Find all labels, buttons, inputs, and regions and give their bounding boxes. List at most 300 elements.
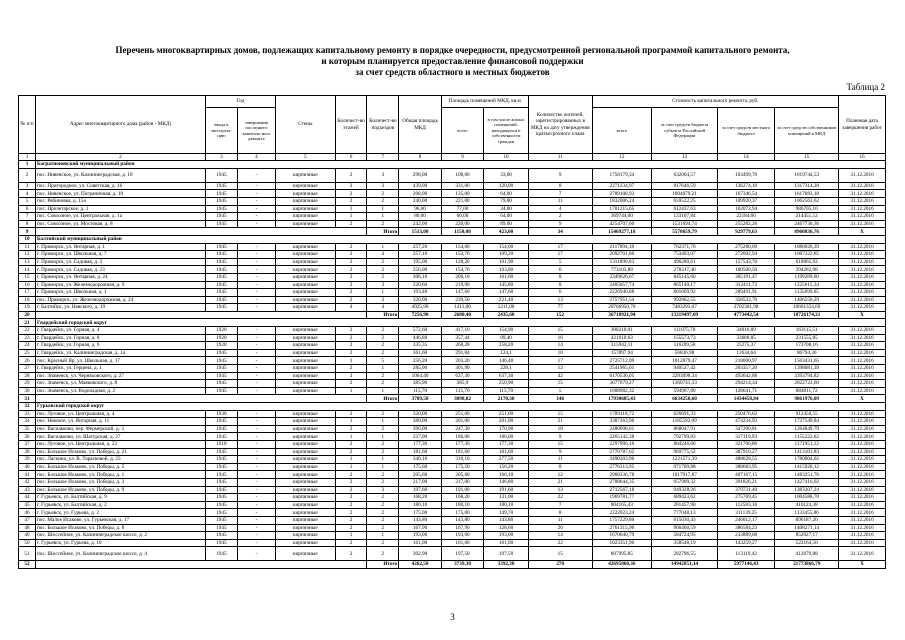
- area-private: 34,00: [484, 205, 529, 213]
- cost-total: 2271234,97: [592, 182, 651, 190]
- cost-owners: 231555,85: [775, 334, 839, 342]
- cost-fund: 278317,40: [652, 266, 718, 274]
- year-built: 1945: [205, 205, 237, 213]
- walls: кирпичные: [276, 251, 335, 259]
- floors: 1: [335, 387, 367, 395]
- year-built: 1945: [205, 547, 237, 561]
- walls: кирпичные: [276, 342, 335, 350]
- year-repair: -: [237, 539, 275, 547]
- row-number: 43: [19, 486, 36, 494]
- area-private: 177,30: [484, 440, 529, 448]
- residents: 15: [528, 380, 592, 388]
- residents: 9: [528, 448, 592, 456]
- year-repair: -: [237, 532, 275, 540]
- address: пос. Знаменск, ул. Водопадная, д. 2: [35, 387, 205, 395]
- residents: 12: [528, 365, 592, 373]
- year-built: 1945: [205, 418, 237, 426]
- table-row: [19, 296, 886, 304]
- row-number: 21: [19, 319, 36, 327]
- cost-fund: 615030,43: [652, 516, 718, 524]
- cost-total: 15469277,18: [592, 228, 651, 236]
- cost-total: 1701215,65: [592, 205, 651, 213]
- section-row: [19, 403, 886, 411]
- entrances: 4: [367, 251, 399, 259]
- cost-total: 1608982,32: [592, 387, 651, 395]
- total-area: 3789,50: [399, 395, 441, 403]
- year-repair: -: [237, 463, 275, 471]
- cost-owners: 1133455,86: [775, 509, 839, 517]
- cost-fund: 753403,07: [652, 251, 718, 259]
- cost-fund: 1185592,09: [652, 418, 718, 426]
- row-number: 52: [19, 561, 36, 569]
- year-built: 1945: [205, 197, 237, 205]
- table-row: [19, 501, 886, 509]
- year-repair: -: [237, 456, 275, 464]
- walls: кирпичные: [276, 433, 335, 441]
- deadline: 31.12.2016: [839, 501, 886, 509]
- cost-local: 929779,63: [717, 228, 774, 236]
- cost-local: 128641,71: [717, 387, 774, 395]
- year-built: 1945: [205, 213, 237, 221]
- table-row: [19, 387, 886, 395]
- entrances: 2: [367, 501, 399, 509]
- entrances: 3: [367, 296, 399, 304]
- cost-fund: 282796,55: [652, 547, 718, 561]
- total-area: 306,10: [399, 273, 441, 281]
- area-private: 186,00: [484, 433, 529, 441]
- cost-total: 1023351,96: [592, 539, 651, 547]
- address: пос. Рябиновка, д. 15а: [35, 197, 205, 205]
- table-row: [19, 456, 886, 464]
- cost-fund: 1004079,21: [652, 190, 718, 198]
- cost-local: 103499,70: [717, 168, 774, 182]
- cost-fund: 971709,88: [652, 463, 718, 471]
- area-private: 250,90: [484, 380, 529, 388]
- residents: 5: [528, 387, 592, 395]
- residents: 8: [528, 509, 592, 517]
- cost-owners: 1406556,29: [775, 296, 839, 304]
- col-residents: Количество жителей, зарегистрированных в МКД на дату утверждения краткосрочного плана: [528, 96, 592, 154]
- total-area: 257,10: [399, 251, 441, 259]
- area-private: 89,00: [484, 220, 529, 228]
- address: г. Гвардейск, ул. Горная, д. 4: [35, 327, 205, 335]
- year-repair: -: [237, 205, 275, 213]
- total-label: Итого: [367, 311, 399, 319]
- total-row: [19, 561, 886, 569]
- cost-owners: 1780004,02: [775, 456, 839, 464]
- cost-local: 275280,69: [717, 243, 774, 251]
- residents: 42: [528, 372, 592, 380]
- table-row: [19, 251, 886, 259]
- cost-fund: 6634250,60: [652, 395, 718, 403]
- deadline: 31.12.2016: [839, 258, 886, 266]
- walls: кирпичные: [276, 486, 335, 494]
- col-entrances: Количест-во подъездов: [367, 96, 399, 154]
- residents: 15: [528, 410, 592, 418]
- entrances: 1: [367, 456, 399, 464]
- area-total: 239,50: [441, 296, 483, 304]
- row-number: 37: [19, 440, 36, 448]
- cost-total: 2226940,88: [592, 289, 651, 297]
- table-row: [19, 448, 886, 456]
- address: пос. Совхозное, ул. Мостовая, д. 8: [35, 220, 205, 228]
- year-repair: -: [237, 501, 275, 509]
- area-total: 193,00: [441, 532, 483, 540]
- cost-owners: 1135699,05: [775, 289, 839, 297]
- col-floors: Количест-во этажей: [335, 96, 367, 154]
- deadline: 31.12.2016: [839, 296, 886, 304]
- area-private: 251,00: [484, 410, 529, 418]
- address: пос. Большое Исаково, ул. Победы, д. 9: [35, 486, 205, 494]
- cost-total: 1758179,34: [592, 168, 651, 182]
- row-number: 29: [19, 380, 36, 388]
- cost-local: 250476,62: [717, 410, 774, 418]
- cost-total: 2712567,18: [592, 486, 651, 494]
- floors: 2: [335, 410, 367, 418]
- area-total: 181,60: [441, 448, 483, 456]
- cost-owners: 884811,72: [775, 387, 839, 395]
- deadline: 31.12.2016: [839, 486, 886, 494]
- walls: кирпичные: [276, 205, 335, 213]
- deadline: 31.12.2016: [839, 463, 886, 471]
- area-total: 147,60: [441, 289, 483, 297]
- year-built: 1945: [205, 220, 237, 228]
- floors: 1: [335, 357, 367, 365]
- table-row: [19, 372, 886, 380]
- cost-local: 233889,08: [717, 532, 774, 540]
- deadline: 31.12.2016: [839, 494, 886, 502]
- address: пос. Малое Исаково, ул. Гурьевская, д. 17: [35, 516, 205, 524]
- row-number: 5: [19, 197, 36, 205]
- cost-fund: 1360741,33: [652, 380, 718, 388]
- cost-owners: 1408271,14: [775, 524, 839, 532]
- area-total: 291,84: [441, 349, 483, 357]
- cost-local: 272092,94: [717, 251, 774, 259]
- total-area: 181,60: [399, 448, 441, 456]
- residents: 21: [528, 478, 592, 486]
- year-built: 1945: [205, 304, 237, 312]
- walls: кирпичные: [276, 501, 335, 509]
- deadline: 31.12.2016: [839, 440, 886, 448]
- year-repair: -: [237, 547, 275, 561]
- residents: 2: [528, 213, 592, 221]
- address: г. Гвардейск, ул. Горная, д. 6: [35, 342, 205, 350]
- entrances: 2: [367, 349, 399, 357]
- cost-local: 203357,20: [717, 365, 774, 373]
- table-row: [19, 433, 886, 441]
- address: пос. Васильково, ул. Шатурская, д. 27: [35, 433, 205, 441]
- cost-fund: 689423,62: [652, 494, 718, 502]
- section-title: Гвардейский городской округ: [35, 319, 885, 327]
- area-private: 170,90: [484, 425, 529, 433]
- area-total: 3739,30: [441, 561, 483, 569]
- year-built: 1920: [205, 334, 237, 342]
- column-number: 13: [652, 154, 718, 161]
- cost-local: 100500,50: [717, 266, 774, 274]
- area-private: 181,60: [484, 448, 529, 456]
- cost-owners: 1317314,28: [775, 182, 839, 190]
- residents: 15: [528, 547, 592, 561]
- total-row: [19, 311, 886, 319]
- cost-owners: 3393794,82: [775, 372, 839, 380]
- cost-total: 42695860,36: [592, 561, 651, 569]
- cost-total: 2725712,09: [592, 357, 651, 365]
- area-total: 115,70: [441, 387, 483, 395]
- entrances: 1: [367, 387, 399, 395]
- total-area: 80,00: [399, 213, 441, 221]
- floors: 2: [335, 273, 367, 281]
- area-private: 128,60: [484, 524, 529, 532]
- residents: 22: [528, 494, 592, 502]
- residents: 10: [528, 349, 592, 357]
- cost-owners: 1171951,12: [775, 440, 839, 448]
- area-private: 103,80: [484, 266, 529, 274]
- section-row: [19, 319, 886, 327]
- total-area: 257,20: [399, 243, 441, 251]
- year-built: 1945: [205, 296, 237, 304]
- residents: 4: [528, 205, 592, 213]
- deadline: 31.12.2016: [839, 182, 886, 190]
- deadline: 31.12.2016: [839, 213, 886, 221]
- cost-local: 246012,17: [717, 516, 774, 524]
- area-private: 180,10: [484, 501, 529, 509]
- floors: 2: [335, 440, 367, 448]
- area-total: 135,00: [441, 190, 483, 198]
- cost-owners: 18726174,21: [775, 311, 839, 319]
- cost-local: 312411,73: [717, 281, 774, 289]
- year-built: 1920: [205, 327, 237, 335]
- residents: 7: [528, 190, 592, 198]
- cost-fund: 612437,63: [652, 205, 718, 213]
- entrances: 2: [367, 197, 399, 205]
- deadline: 31.12.2016: [839, 273, 886, 281]
- cost-local: 387910,27: [717, 448, 774, 456]
- cost-local: 218000,97: [717, 357, 774, 365]
- deadline: 31.12.2016: [839, 190, 886, 198]
- total-area: 161,00: [399, 539, 441, 547]
- row-number: 1: [19, 161, 36, 169]
- year-built: 1945: [205, 539, 237, 547]
- walls: кирпичные: [276, 182, 335, 190]
- year-built: 1945: [205, 524, 237, 532]
- address: пос. Большое Исаково, ул. Победы, д. 3: [35, 478, 205, 486]
- address: пос. Приморск, ул. Железнодорожная, д. 24: [35, 296, 205, 304]
- row-number: 17: [19, 289, 36, 297]
- table-row: [19, 471, 886, 479]
- row-number: 33: [19, 410, 36, 418]
- total-area: 320,00: [399, 410, 441, 418]
- cost-local: 289491,91: [717, 289, 774, 297]
- cost-local: 2702301,98: [717, 304, 774, 312]
- deadline: 31.12.2016: [839, 205, 886, 213]
- table-row: [19, 281, 886, 289]
- cost-local: 33680,85: [717, 334, 774, 342]
- cost-fund: 865140,17: [652, 281, 718, 289]
- residents: 6: [528, 266, 592, 274]
- entrances: 2: [367, 494, 399, 502]
- year-repair: -: [237, 448, 275, 456]
- entrances: 3: [367, 182, 399, 190]
- column-number: 16: [839, 154, 886, 161]
- cost-fund: 957909,32: [652, 478, 718, 486]
- floors: 2: [335, 168, 367, 182]
- address: пос. Большое Исаково, ул. Победы, д. 8: [35, 524, 205, 532]
- year-repair: -: [237, 425, 275, 433]
- document-title: [0, 45, 905, 78]
- cost-local: 5977146,43: [717, 561, 774, 569]
- area-private: 147,60: [484, 289, 529, 297]
- cost-total: 1832006,24: [592, 197, 651, 205]
- floors: 2: [335, 516, 367, 524]
- area-total: 301,90: [441, 365, 483, 373]
- residents: 9: [528, 433, 592, 441]
- total-area: 1513,00: [399, 228, 441, 236]
- total-area: 396,00: [399, 425, 441, 433]
- deadline: 31.12.2016: [839, 365, 886, 373]
- floors: 2: [335, 349, 367, 357]
- area-total: 3098,82: [441, 395, 483, 403]
- area-total: 217,00: [441, 478, 483, 486]
- cost-fund: 155573,73: [652, 334, 718, 342]
- cost-local: 143259,27: [717, 539, 774, 547]
- entrances: 1: [367, 289, 399, 297]
- entrances: 3: [367, 281, 399, 289]
- cost-total: 804165,43: [592, 501, 651, 509]
- cost-owners: 1155222,62: [775, 433, 839, 441]
- table-row: [19, 365, 886, 373]
- row-number: 2: [19, 168, 36, 182]
- total-area: 361,60: [399, 349, 441, 357]
- year-built: 1945: [205, 509, 237, 517]
- table-row: [19, 266, 886, 274]
- total-area: 197,60: [399, 486, 441, 494]
- year-built: 1945: [205, 168, 237, 182]
- total-area: 335,35: [399, 342, 441, 350]
- floors: 2: [335, 471, 367, 479]
- deadline: 31.12.2016: [839, 539, 886, 547]
- cost-owners: 1415920,12: [775, 463, 839, 471]
- floors: 2: [335, 281, 367, 289]
- col-year-group: Год: [205, 96, 275, 108]
- cost-owners: 912450,55: [775, 410, 839, 418]
- year-repair: -: [237, 197, 275, 205]
- cost-owners: 1398081,39: [775, 365, 839, 373]
- houses-table: [18, 95, 886, 569]
- total-area: 195,00: [399, 258, 441, 266]
- cost-total: 17930685,43: [592, 395, 651, 403]
- entrances: 2: [367, 509, 399, 517]
- row-number: 28: [19, 372, 36, 380]
- total-area: 320,00: [399, 296, 441, 304]
- walls: кирпичные: [276, 516, 335, 524]
- floors: 1: [335, 205, 367, 213]
- col-walls: Стены: [276, 96, 335, 154]
- walls: кирпичные: [276, 463, 335, 471]
- walls: кирпичные: [276, 418, 335, 426]
- total-area: 302,90: [399, 547, 441, 561]
- area-private: 161,00: [484, 539, 529, 547]
- cost-total: 2789108,93: [592, 190, 651, 198]
- section-title: Гурьевский городской округ: [35, 403, 885, 411]
- row-number: 3: [19, 182, 36, 190]
- year-repair: -: [237, 486, 275, 494]
- residents: 11: [528, 456, 592, 464]
- residents: 11: [528, 197, 592, 205]
- col-area-group: Площадь помещений МКД, кв.м: [441, 96, 528, 108]
- table-row: [19, 273, 886, 281]
- cost-total: 2349626,67: [592, 273, 651, 281]
- cost-fund: 949328,26: [652, 486, 718, 494]
- column-number: 15: [775, 154, 839, 161]
- floors: 2: [335, 547, 367, 561]
- cost-total: 1789118,72: [592, 410, 651, 418]
- year-repair: -: [237, 304, 275, 312]
- total-area: 217,00: [399, 478, 441, 486]
- area-total: 168,20: [441, 494, 483, 502]
- total-area: 220,60: [399, 281, 441, 289]
- row-number: 11: [19, 243, 36, 251]
- entrances: 1: [367, 418, 399, 426]
- entrances: 1: [367, 532, 399, 540]
- table-row: [19, 334, 886, 342]
- total-area: 4262,50: [399, 561, 441, 569]
- floors: 1: [335, 213, 367, 221]
- floors: 2: [335, 342, 367, 350]
- entrances: 2: [367, 266, 399, 274]
- year-repair: -: [237, 433, 275, 441]
- cost-fund: 116209,58: [652, 342, 718, 350]
- cost-total: 3677679,27: [592, 380, 651, 388]
- year-repair: -: [237, 190, 275, 198]
- cost-local: 488628,55: [717, 456, 774, 464]
- cost-total: 2761315,96: [592, 524, 651, 532]
- total-area: 177,30: [399, 440, 441, 448]
- area-private: 161,60: [484, 273, 529, 281]
- walls: кирпичные: [276, 547, 335, 561]
- year-built: 1945: [205, 532, 237, 540]
- page-number: 3: [450, 612, 455, 622]
- table-row: [19, 425, 886, 433]
- column-number: 12: [592, 154, 651, 161]
- table-row: [19, 516, 886, 524]
- year-repair: -: [237, 478, 275, 486]
- floors: 1: [335, 418, 367, 426]
- table-row: [19, 509, 886, 517]
- area-total: 186,00: [441, 433, 483, 441]
- year-built: 1945: [205, 471, 237, 479]
- row-number: 13: [19, 258, 36, 266]
- residents: 152: [528, 311, 592, 319]
- total-area: 380,00: [399, 418, 441, 426]
- cost-total: 2222023,24: [592, 509, 651, 517]
- area-private: 166,10: [484, 471, 529, 479]
- residents: 7: [528, 501, 592, 509]
- year-repair: -: [237, 410, 275, 418]
- table-row: [19, 539, 886, 547]
- residents: 15: [528, 327, 592, 335]
- entrances: 2: [367, 478, 399, 486]
- entrances: 1: [367, 213, 399, 221]
- cost-fund: 584724,95: [652, 532, 718, 540]
- floors: 2: [335, 448, 367, 456]
- deadline: Х: [839, 561, 886, 569]
- walls: кирпичные: [276, 494, 335, 502]
- area-private: 89,40: [484, 334, 529, 342]
- column-number: 2: [35, 154, 205, 161]
- row-number: 46: [19, 509, 36, 517]
- table-row: [19, 486, 886, 494]
- table-row: [19, 342, 886, 350]
